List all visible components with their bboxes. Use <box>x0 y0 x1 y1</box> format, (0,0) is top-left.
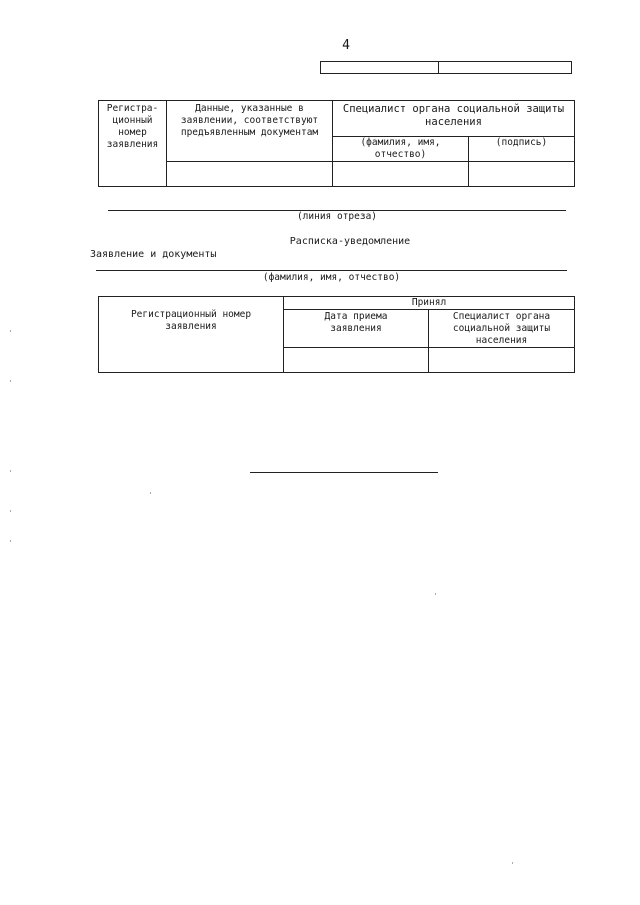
name-fill-line <box>96 270 567 271</box>
scan-speck <box>512 862 513 864</box>
top-stamp-box <box>320 61 572 74</box>
receipt-specialist-cell <box>429 348 575 373</box>
registration-number-header: Регистра-ционный номер заявления <box>99 101 167 187</box>
specialist-signature-caption: (подпись) <box>469 137 575 162</box>
data-match-cell <box>167 162 333 187</box>
specialist-header: Специалист органа социальной защиты населения <box>333 101 575 137</box>
scan-speck <box>10 540 11 542</box>
scan-speck <box>10 510 11 512</box>
scan-speck <box>150 492 151 494</box>
receipt-registration-number-header: Регистрационный номер заявления <box>99 297 284 373</box>
top-stamp-divider <box>438 62 439 73</box>
receipt-title: Расписка-уведомление <box>289 236 411 247</box>
signature-line <box>250 472 438 473</box>
scan-speck <box>10 470 11 472</box>
accepted-header: Принял <box>284 297 575 310</box>
receipt-table <box>98 296 575 373</box>
name-caption: (фамилия, имя, отчество) <box>262 272 401 283</box>
specialist-name-caption: (фамилия, имя, отчество) <box>333 137 469 162</box>
application-table <box>98 100 575 187</box>
scan-speck <box>10 380 11 382</box>
data-match-header: Данные, указанные в заявлении, соответствуют предъявленным документам <box>167 101 333 162</box>
receipt-specialist-header: Специалист органа социальной защиты населения <box>429 310 575 348</box>
scan-speck <box>435 593 436 595</box>
scan-speck <box>10 330 11 332</box>
specialist-name-cell <box>333 162 469 187</box>
acceptance-date-cell <box>284 348 429 373</box>
cut-line-label: (линия отреза) <box>296 211 378 222</box>
specialist-signature-cell <box>469 162 575 187</box>
page-number: 4 <box>342 38 350 53</box>
receipt-statement-prefix: Заявление и документы <box>90 249 217 260</box>
acceptance-date-header: Дата приема заявления <box>284 310 429 348</box>
